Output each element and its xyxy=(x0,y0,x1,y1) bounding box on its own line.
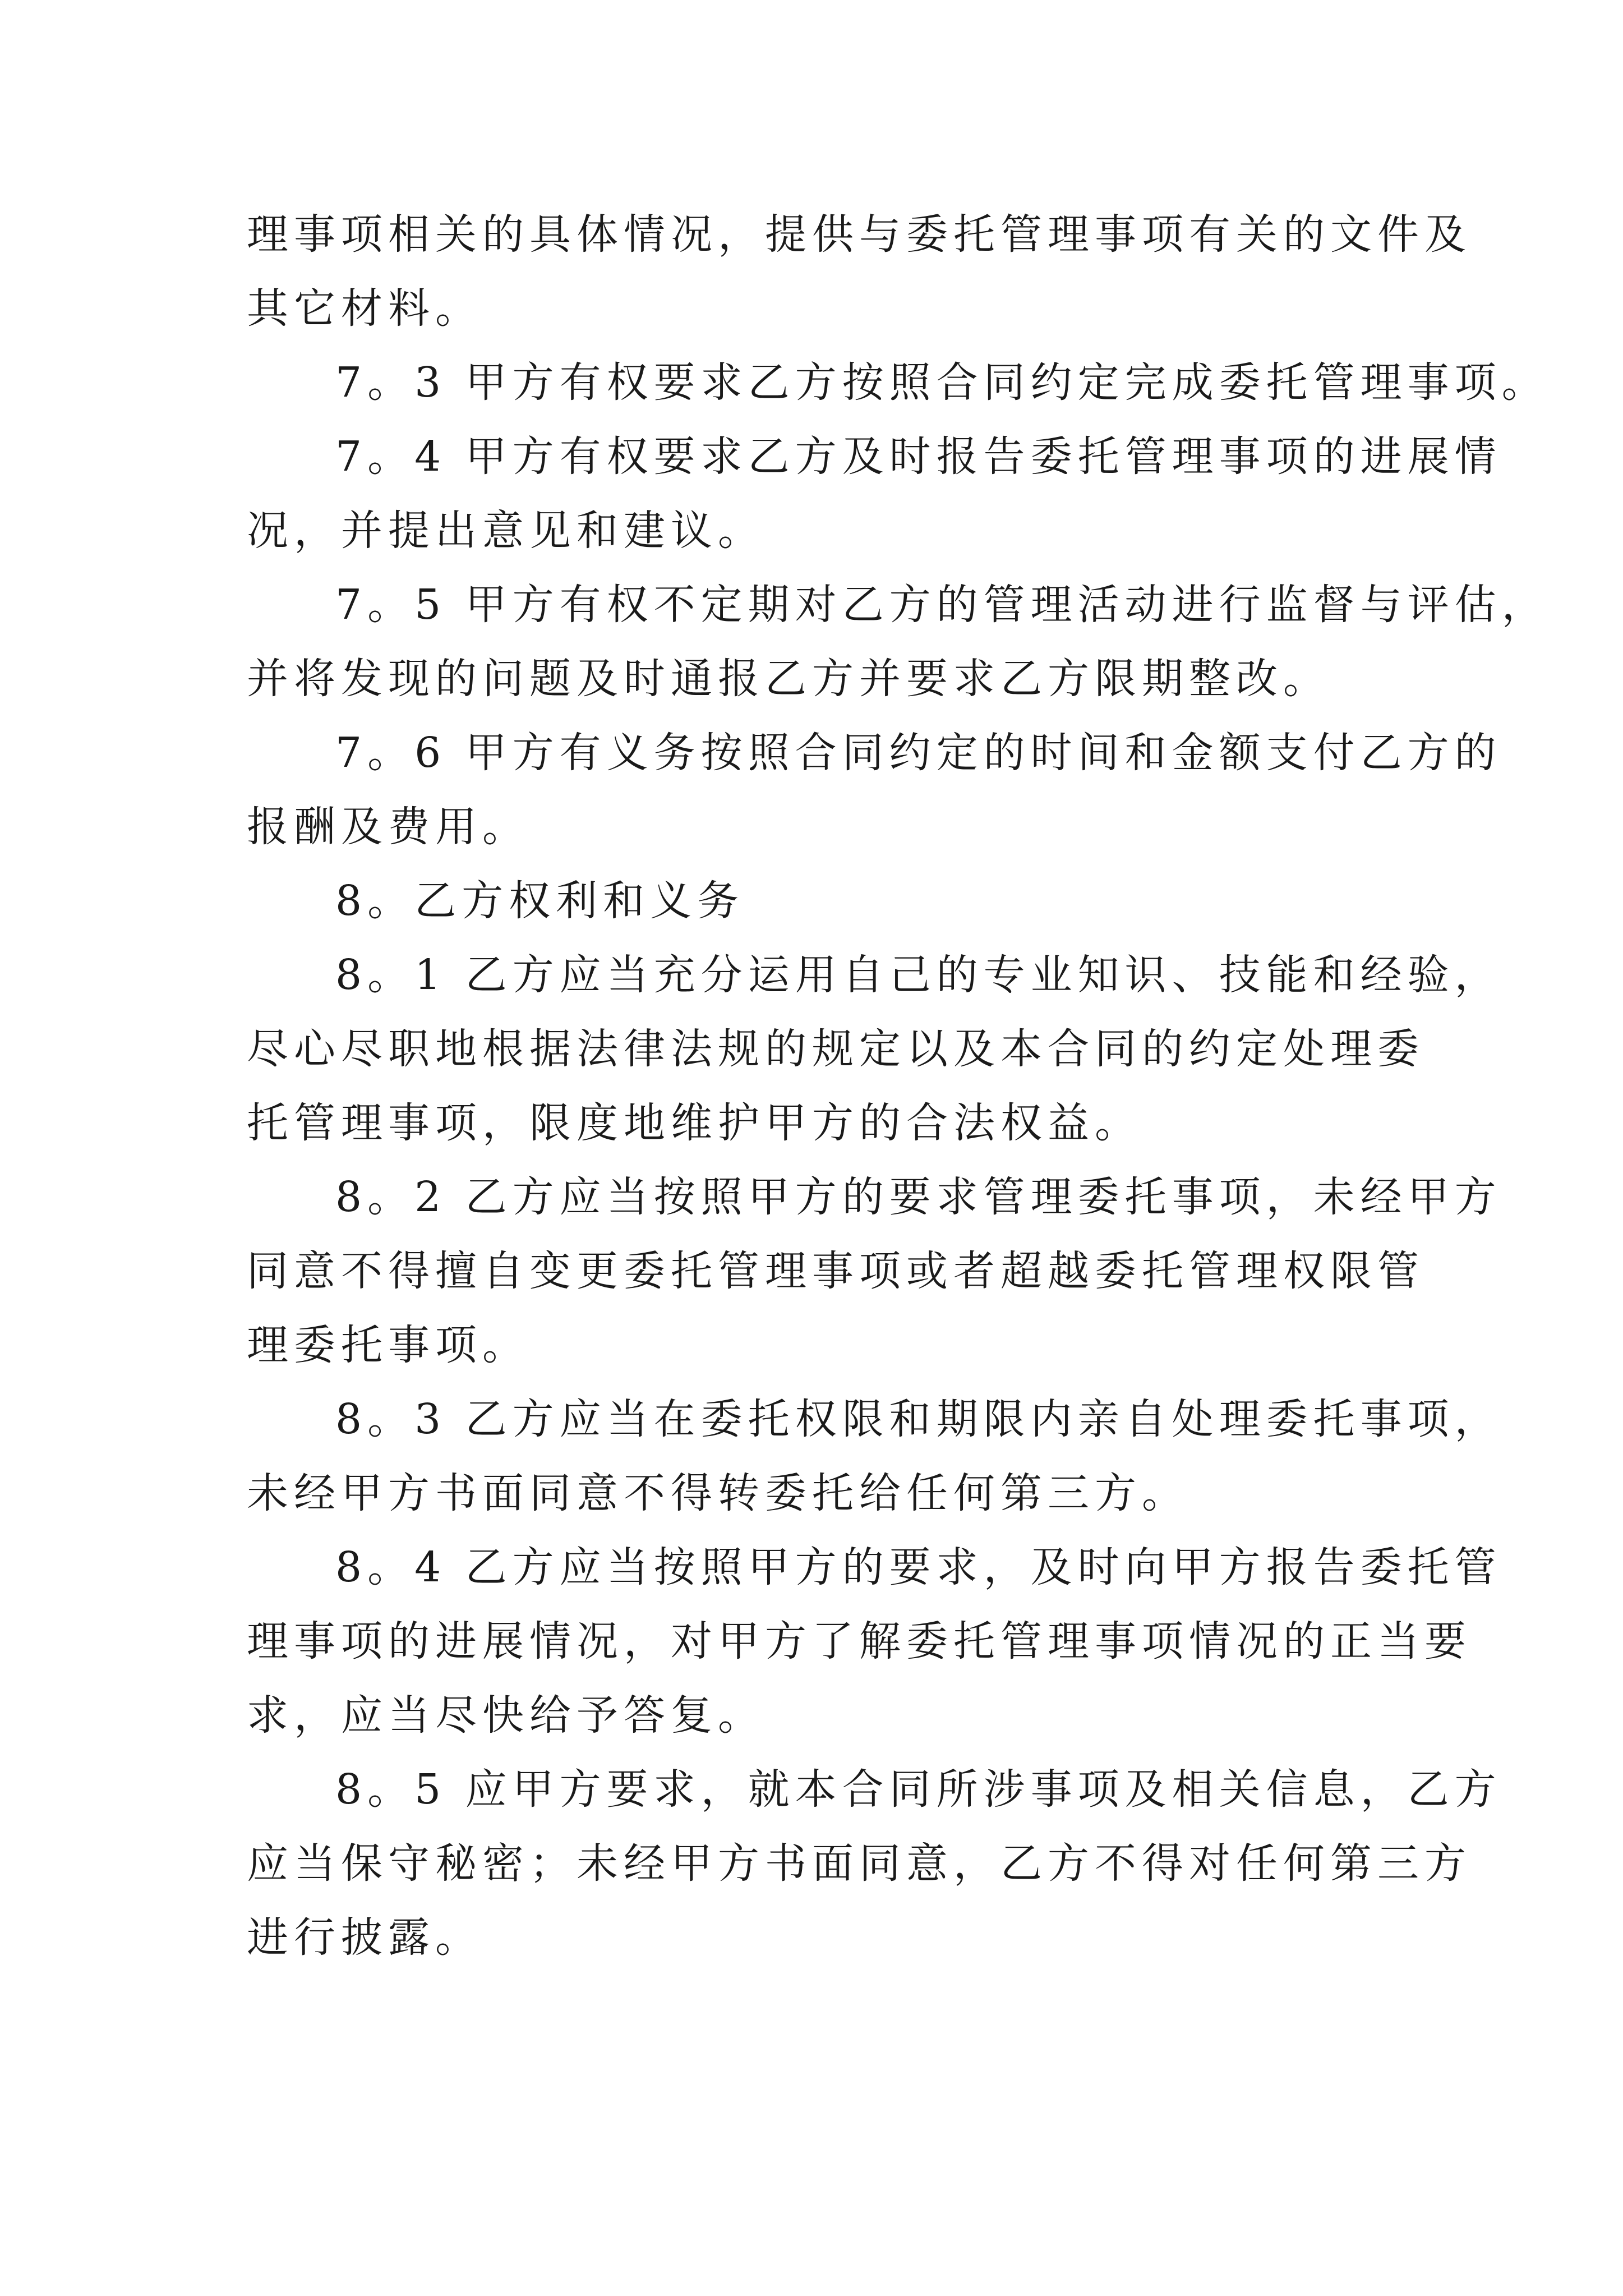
text-line: 并将发现的问题及时通报乙方并要求乙方限期整改。 xyxy=(247,655,1330,703)
document-body xyxy=(247,197,1549,1975)
text-line: 8。3 乙方应当在委托权限和期限内亲自处理委托事项， xyxy=(335,1395,1502,1443)
text-line: 理事项相关的具体情况，提供与委托管理事项有关的文件及 xyxy=(247,210,1472,259)
text-line: 8。2 乙方应当按照甲方的要求管理委托事项，未经甲方 xyxy=(335,1173,1502,1221)
text-line: 7。3 甲方有权要求乙方按照合同约定完成委托管理事项。 xyxy=(335,358,1549,407)
text-line: 8。5 应甲方要求，就本合同所涉事项及相关信息，乙方 xyxy=(335,1765,1502,1814)
text-line: 8。4 乙方应当按照甲方的要求，及时向甲方报告委托管 xyxy=(335,1543,1502,1591)
text-line: 7。6 甲方有义务按照合同约定的时间和金额支付乙方的 xyxy=(335,729,1502,777)
text-line: 7。5 甲方有权不定期对乙方的管理活动进行监督与评估， xyxy=(335,581,1549,629)
text-line: 未经甲方书面同意不得转委托给任何第三方。 xyxy=(247,1469,1189,1517)
text-line: 理事项的进展情况，对甲方了解委托管理事项情况的正当要 xyxy=(247,1617,1472,1665)
text-line: 尽心尽职地根据法律法规的规定以及本合同的约定处理委 xyxy=(247,1025,1424,1073)
text-line: 托管理事项，限度地维护甲方的合法权益。 xyxy=(247,1099,1142,1147)
text-line: 7。4 甲方有权要求乙方及时报告委托管理事项的进展情 xyxy=(335,432,1502,481)
text-line: 况，并提出意见和建议。 xyxy=(247,507,765,555)
text-line: 报酬及费用。 xyxy=(247,803,529,851)
text-line: 求，应当尽快给予答复。 xyxy=(247,1691,765,1740)
text-line: 进行披露。 xyxy=(247,1913,482,1962)
section-heading: 8。乙方权利和义务 xyxy=(335,877,745,925)
text-line: 其它材料。 xyxy=(247,284,482,333)
text-line: 同意不得擅自变更委托管理事项或者超越委托管理权限管 xyxy=(247,1247,1424,1295)
text-line: 理委托事项。 xyxy=(247,1321,529,1369)
text-line: 应当保守秘密；未经甲方书面同意，乙方不得对任何第三方 xyxy=(247,1839,1472,1888)
text-line: 8。1 乙方应当充分运用自己的专业知识、技能和经验， xyxy=(335,951,1502,999)
